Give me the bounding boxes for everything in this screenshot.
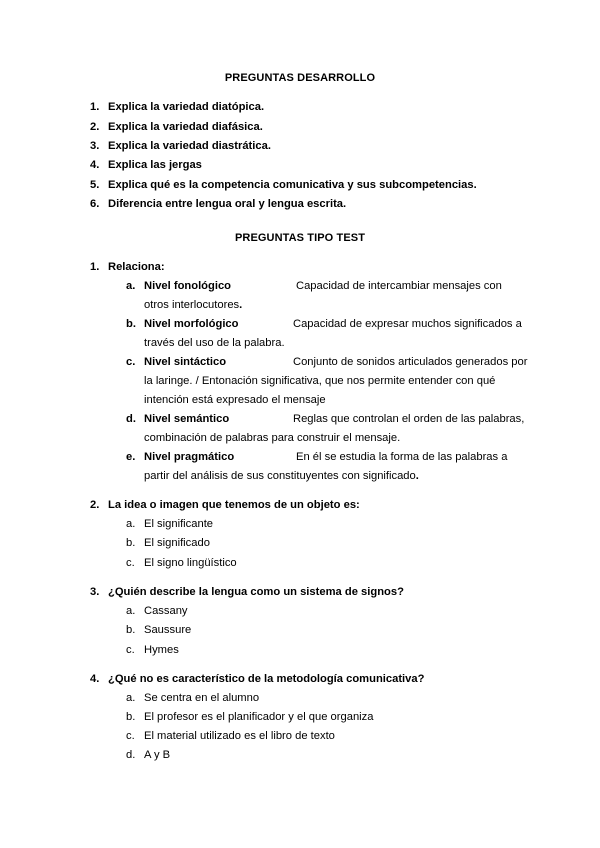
question-number: 2.	[90, 499, 100, 511]
list-item: Explica la variedad diafásica.	[108, 121, 263, 133]
pair-definition: Reglas que controlan el orden de las palabras,	[293, 413, 525, 425]
pair-letter: b.	[126, 318, 136, 330]
pair-letter: c.	[126, 356, 136, 368]
pair-definition: En él se estudia la forma de las palabras a	[296, 451, 508, 463]
list-item: Explica la variedad diatópica.	[108, 101, 265, 113]
question-number: 4.	[90, 673, 100, 685]
pair-definition: Conjunto de sonidos articulados generados por	[293, 356, 528, 368]
pair-definition-cont: intención está expresado el mensaje	[144, 394, 326, 406]
option-text: Cassany	[144, 605, 188, 617]
pair-letter: e.	[126, 451, 136, 463]
pair-letter: a.	[126, 280, 136, 292]
pair-definition: Capacidad de expresar muchos significados a	[293, 318, 522, 330]
pair-term: Nivel pragmático	[144, 451, 235, 463]
question-text: ¿Qué no es característico de la metodología comunicativa?	[108, 673, 425, 685]
pair-definition-cont: través del uso de la palabra.	[144, 337, 285, 349]
section-title-test: PREGUNTAS TIPO TEST	[234, 232, 366, 244]
list-item: Diferencia entre lengua oral y lengua escrita.	[108, 198, 347, 210]
pair-definition-cont: partir del análisis de sus constituyentes con significado.	[144, 470, 419, 482]
option-text: A y B	[144, 749, 171, 761]
pair-definition-cont: la laringe. / Entonación significativa, que nos permite entender con qué	[144, 375, 496, 387]
option-text: El signo lingüístico	[144, 557, 237, 569]
list-number: 4.	[90, 159, 100, 171]
option-text: El significado	[144, 537, 210, 549]
pair-definition: Capacidad de intercambiar mensajes con	[296, 280, 502, 292]
pair-term: Nivel sintáctico	[144, 356, 227, 368]
option-letter: a.	[126, 518, 136, 530]
question-text: ¿Quién describe la lengua como un sistema de signos?	[108, 586, 404, 598]
list-number: 2.	[90, 121, 100, 133]
option-text: El profesor es el planificador y el que organiza	[144, 711, 374, 723]
list-number: 3.	[90, 140, 100, 152]
pair-letter: d.	[126, 413, 136, 425]
list-item: Explica las jergas	[108, 159, 202, 171]
list-item: Explica qué es la competencia comunicativa y sus subcompetencias.	[108, 179, 477, 191]
option-text: Se centra en el alumno	[144, 692, 260, 704]
option-letter: a.	[126, 605, 136, 617]
option-letter: c.	[126, 557, 135, 569]
pair-definition-cont: otros interlocutores.	[144, 299, 243, 311]
option-letter: b.	[126, 624, 136, 636]
section-title-desarrollo: PREGUNTAS DESARROLLO	[224, 72, 376, 84]
option-letter: a.	[126, 692, 136, 704]
question-text: La idea o imagen que tenemos de un objeto es:	[108, 499, 360, 511]
option-letter: b.	[126, 711, 136, 723]
option-text: El significante	[144, 518, 214, 530]
option-text: Saussure	[144, 624, 192, 636]
option-letter: c.	[126, 644, 135, 656]
option-letter: c.	[126, 730, 135, 742]
list-number: 1.	[90, 101, 100, 113]
pair-definition-cont: combinación de palabras para construir el mensaje.	[144, 432, 401, 444]
option-letter: b.	[126, 537, 136, 549]
question-number: 1.	[90, 261, 100, 273]
pair-term: Nivel fonológico	[144, 280, 232, 292]
list-number: 5.	[90, 179, 100, 191]
question-number: 3.	[90, 586, 100, 598]
list-item: Explica la variedad diastrática.	[108, 140, 271, 152]
option-letter: d.	[126, 749, 136, 761]
pair-term: Nivel morfológico	[144, 318, 239, 330]
list-number: 6.	[90, 198, 100, 210]
option-text: Hymes	[144, 644, 179, 656]
pair-term: Nivel semántico	[144, 413, 230, 425]
option-text: El material utilizado es el libro de texto	[144, 730, 335, 742]
question-text: Relaciona:	[108, 261, 165, 273]
